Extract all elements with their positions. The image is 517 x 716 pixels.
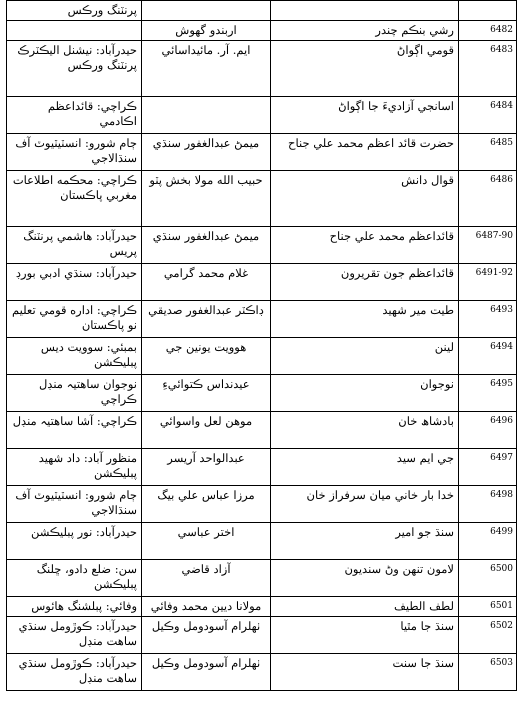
author-cell: آزاد قاضي: [142, 560, 271, 597]
title-cell: لطف الطيف: [271, 597, 459, 617]
author-cell: عبدالواحد آريسر: [142, 449, 271, 486]
number-cell: 6498: [459, 486, 517, 523]
table-row: [7, 227, 517, 264]
publisher-cell: ڄام شورو: انسٽيٽيوٽ آف سنڌالاجي: [7, 486, 142, 523]
title-cell: قائداعظم جون تقريرون: [271, 264, 459, 301]
author-cell: ايم. آر. مائيداسائي: [142, 41, 271, 97]
number-cell: 6494: [459, 338, 517, 375]
publisher-cell: حيدرآباد: ڪوڙومل سنڌي ساهت منڊل: [7, 617, 142, 654]
title-cell: سنڌ جا سنت: [271, 654, 459, 691]
publisher-cell: ڪراچي: آشا ساهتيہ منڊل: [7, 412, 142, 449]
number-cell: 6487-90: [459, 227, 517, 264]
publisher-cell: ڪراچي: محڪمه اطلاعات مغربي پاڪستان: [7, 171, 142, 227]
table-row: [7, 21, 517, 41]
title-cell: قوال دانش: [271, 171, 459, 227]
number-cell: 6486: [459, 171, 517, 227]
title-cell: نوجوان: [271, 375, 459, 412]
author-cell: موهن لعل واسوائي: [142, 412, 271, 449]
title-cell: سنڌ جو امير: [271, 523, 459, 560]
number-cell: 6482: [459, 21, 517, 41]
table-row: [7, 264, 517, 301]
publisher-cell: سن: ضلع دادو، ڇلنگ پبليڪشن: [7, 560, 142, 597]
publisher-cell: حيدرآباد: نور پبليڪشن: [7, 523, 142, 560]
publisher-cell: بمبئي: سوويت ديس پبليڪشن: [7, 338, 142, 375]
number-cell: 6501: [459, 597, 517, 617]
number-cell: 6500: [459, 560, 517, 597]
publisher-cell: ڪراچي: اداره قومي تعليم نو پاڪستان: [7, 301, 142, 338]
title-cell: خدا بار خاني ميان سرفراز خان: [271, 486, 459, 523]
publisher-cell: ڄام شورو: انسٽيٽيوٽ آف سنڌالاجي: [7, 134, 142, 171]
table-row: [7, 412, 517, 449]
table-row: [7, 486, 517, 523]
table-row: [7, 1, 517, 21]
title-cell: اسانجي آزاديءَ جا اڳواڻ: [271, 97, 459, 134]
number-cell: 6497: [459, 449, 517, 486]
author-cell: مولانا ديين محمد وفائي: [142, 597, 271, 617]
publisher-cell: منظور آباد: داد شهيد پبليڪشن: [7, 449, 142, 486]
author-cell: ميمڻ عبدالغفور سنڌي: [142, 134, 271, 171]
table-row: [7, 560, 517, 597]
number-cell: 6491-92: [459, 264, 517, 301]
number-cell: [459, 1, 517, 21]
publisher-cell: نوجوان ساهتيہ منڊل ڪراچي: [7, 375, 142, 412]
table-row: [7, 134, 517, 171]
title-cell: حضرت قائد اعظم محمد علي جناح: [271, 134, 459, 171]
title-cell: رشي بنڪم چندر: [271, 21, 459, 41]
author-cell: ڊاڪٽر عبدالغفور صديقي: [142, 301, 271, 338]
author-cell: عيدنداس ڪتوائيءِ: [142, 375, 271, 412]
author-cell: حبيب الله مولا بخش پٽو: [142, 171, 271, 227]
author-cell: مرزا عباس علي بيگ: [142, 486, 271, 523]
author-cell: اربندو گهوش: [142, 21, 271, 41]
title-cell: قائداعظم محمد علي جناح: [271, 227, 459, 264]
number-cell: 6495: [459, 375, 517, 412]
publisher-cell: ڪراچي: قائداعظم اڪادمي: [7, 97, 142, 134]
publisher-cell: [7, 21, 142, 41]
author-cell: ميمڻ عبدالغفور سنڌي: [142, 227, 271, 264]
table-row: [7, 617, 517, 654]
author-cell: ٺهلرام آسودومل وڪيل: [142, 617, 271, 654]
author-cell: هوويت يونين جي: [142, 338, 271, 375]
table-row: [7, 338, 517, 375]
publisher-cell: پرنٽنگ ورڪس: [7, 1, 142, 21]
number-cell: 6485: [459, 134, 517, 171]
table-row: [7, 654, 517, 691]
number-cell: 6496: [459, 412, 517, 449]
author-cell: [142, 1, 271, 21]
publisher-cell: حيدرآباد: هاشمي پرنٽنگ پريس: [7, 227, 142, 264]
title-cell: جي ايم سيد: [271, 449, 459, 486]
author-cell: غلام محمد گرامي: [142, 264, 271, 301]
number-cell: 6499: [459, 523, 517, 560]
number-cell: 6502: [459, 617, 517, 654]
title-cell: طيت مير شهيد: [271, 301, 459, 338]
publisher-cell: حيدرآباد: سنڌي ادبي بورڊ: [7, 264, 142, 301]
table-row: [7, 523, 517, 560]
title-cell: لامون تنهن وڻ سنديون: [271, 560, 459, 597]
publisher-cell: وفائي: پبلشنگ هائوس: [7, 597, 142, 617]
number-cell: 6503: [459, 654, 517, 691]
title-cell: قومي اڳواڻ: [271, 41, 459, 97]
title-cell: بادشاھ خان: [271, 412, 459, 449]
publisher-cell: حيدرآباد: ڪوڙومل سنڌي ساهت منڊل: [7, 654, 142, 691]
title-cell: سنڌ جا مٿيا: [271, 617, 459, 654]
table-row: [7, 97, 517, 134]
author-cell: ٺهلرام آسودومل وڪيل: [142, 654, 271, 691]
author-cell: اختر عباسي: [142, 523, 271, 560]
number-cell: 6483: [459, 41, 517, 97]
author-cell: [142, 97, 271, 134]
table-row: [7, 171, 517, 227]
publisher-cell: حيدرآباد: نيشنل اليڪٽرڪ پرنٽنگ ورڪس: [7, 41, 142, 97]
table-row: [7, 301, 517, 338]
number-cell: 6484: [459, 97, 517, 134]
number-cell: 6493: [459, 301, 517, 338]
title-cell: لينن: [271, 338, 459, 375]
table-row: [7, 449, 517, 486]
catalog-table: [6, 0, 517, 691]
table-row: [7, 41, 517, 97]
title-cell: [271, 1, 459, 21]
table-row: [7, 375, 517, 412]
table-row: [7, 597, 517, 617]
catalog-body: [7, 1, 517, 691]
